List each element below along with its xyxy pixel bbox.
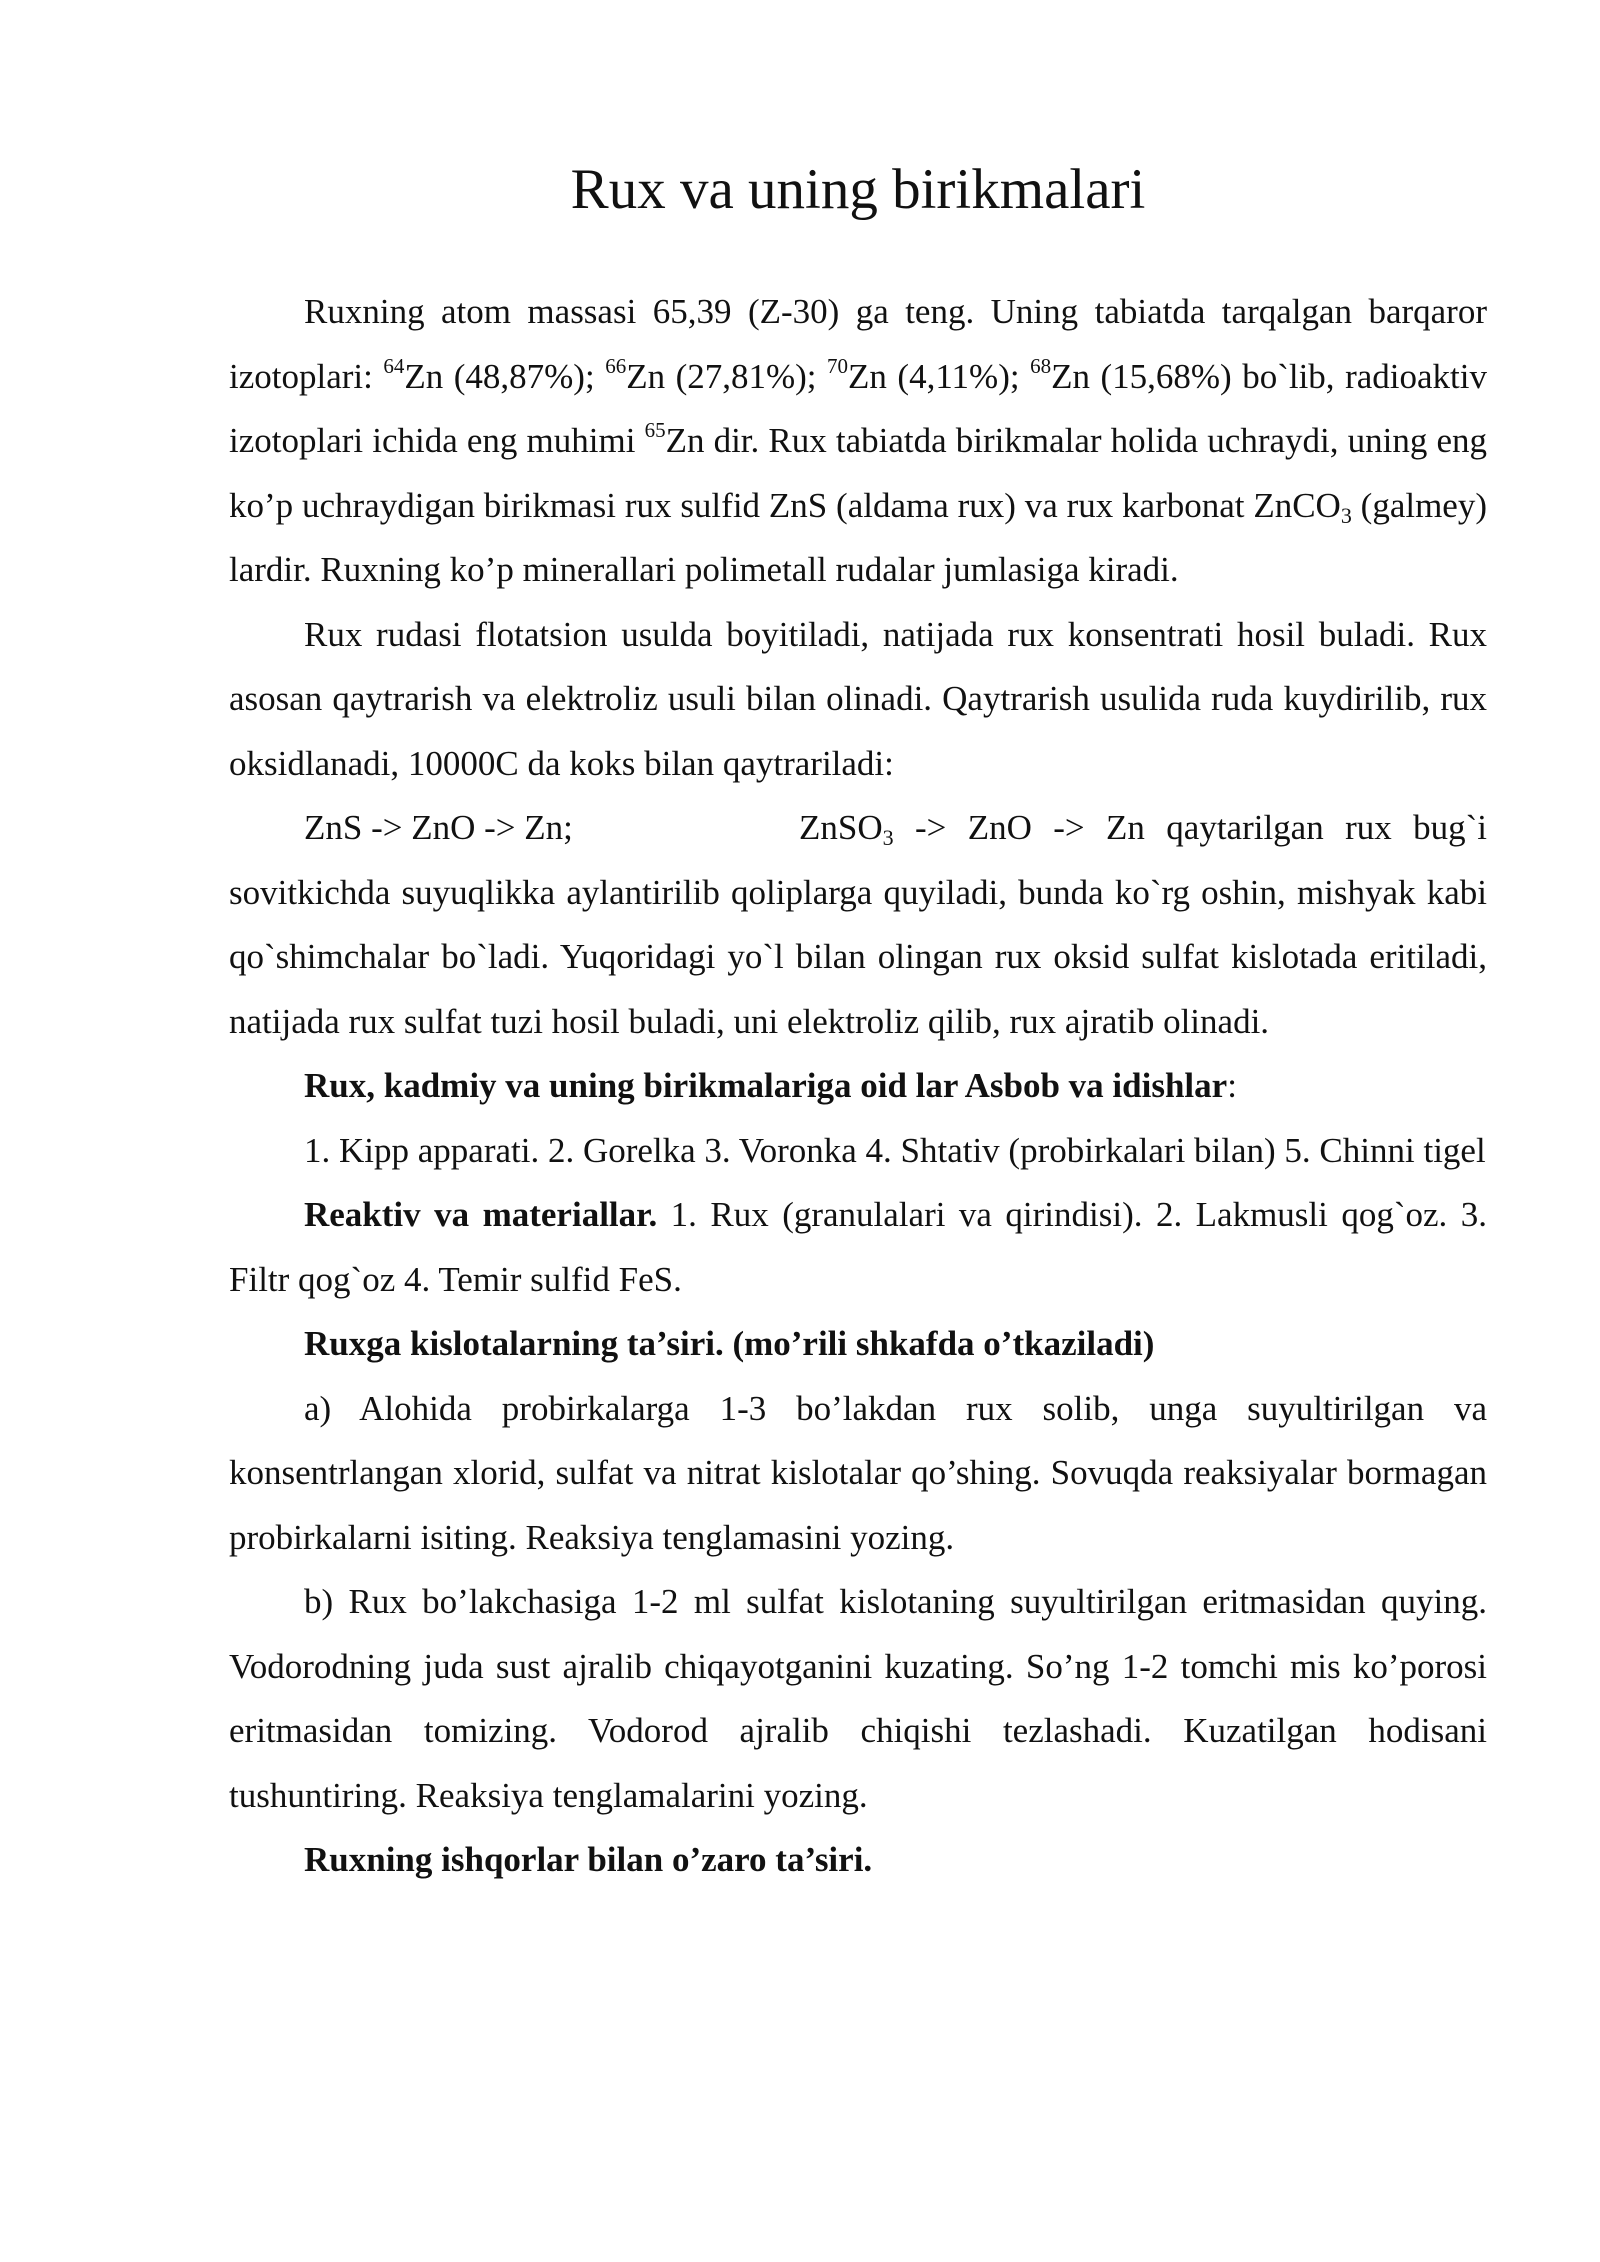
alkali-heading — [229, 1828, 1487, 1893]
isotope-superscript: 66 — [605, 353, 627, 378]
text-segment: : — [1227, 1066, 1237, 1105]
reaction-equation-line — [229, 796, 1487, 861]
equipment-heading — [229, 1054, 1487, 1119]
isotope-superscript: 64 — [383, 353, 405, 378]
equation-left: ZnS -> ZnO -> Zn; — [304, 808, 573, 847]
reagents-paragraph — [229, 1183, 1487, 1312]
experiment-a: a) Alohida probirkalarga 1-3 bo’lakdan rux solib, unga suyultirilgan va konsentrlangan xlorid, sulfat va nitrat kislotalar qo’shing. Sovuqda reaksiyalar bormagan probirkalarni isiting. Reaksiya tenglamasini yozing. — [229, 1388, 1487, 1557]
text-segment: Zn (27,81%); — [626, 356, 828, 396]
paragraph-atomic-mass — [229, 280, 1487, 603]
equipment-heading-bold: Rux, kadmiy va uning birikmalariga oid lar Asbob va idishlar — [304, 1066, 1228, 1105]
text-segment: ZnSO — [799, 808, 883, 847]
equation-right — [799, 796, 1487, 861]
document-page — [229, 150, 1487, 1893]
text-segment: (galmey) lardir. Ruxning ko’p minerallari polimetall rudalar jumlasiga kiradi. — [229, 485, 1487, 589]
text-segment: 1. Rux (granulalari va qirindisi). 2. Lakmusli qog`oz. 3. Filtr qog`oz 4. Temir sulfid FeS. — [229, 1195, 1487, 1299]
text-segment: Zn (4,11%); — [848, 356, 1031, 396]
isotope-superscript: 68 — [1030, 353, 1052, 378]
formula-subscript: 3 — [882, 825, 894, 850]
text-segment: -> ZnO -> Zn qaytarilgan rux bug`i — [893, 808, 1487, 847]
text-segment: Zn dir. Rux tabiatda birikmalar holida uchraydi, uning eng ko’p uchraydigan birikmasi rux sulfid ZnS (aldama rux) va rux karbonat ZnCO — [229, 421, 1487, 525]
text-segment: Ruxning atom massasi 65,39 (Z-30) ga teng. Uning tabiatda tarqalgan barqaror izotoplari: — [229, 292, 1487, 396]
formula-subscript: 3 — [1340, 502, 1352, 528]
acids-heading-bold: Ruxga kislotalarning ta’siri. (mo’rili shkafda o’tkaziladi) — [304, 1324, 1155, 1363]
equipment-list: 1. Kipp apparati. 2. Gorelka 3. Voronka 4. Shtativ (probirkalari bilan) 5. Chinni tigel — [304, 1130, 1486, 1170]
text-segment: Zn (48,87%); — [404, 356, 606, 396]
isotope-superscript: 65 — [644, 418, 666, 442]
paragraph-refining: sovitkichda suyuqlikka aylantirilib qoliplarga quyiladi, bunda ko`rg oshin, mishyak kabi qo`shimchalar bo`ladi. Yuqoridagi yo`l bilan olingan rux oksid sulfat kislotada eritiladi, natijada rux sulfat tuzi hosil buladi, uni elektroliz qilib, rux ajratib olinadi. — [229, 872, 1487, 1041]
text-segment: Zn (15,68%) bo`lib, radioaktiv izotoplari ichida eng muhimi — [229, 356, 1487, 460]
document-title: Rux va uning birikmalari — [570, 158, 1146, 221]
experiment-b: b) Rux bo’lakchasiga 1-2 ml sulfat kislotaning suyultirilgan eritmasidan quying. Vodorodning juda sust ajralib chiqayotganini kuzating. So’ng 1-2 tomchi mis ko’porosi eritmasidan tomizing. Vodorod ajralib chiqishi tezlashadi. Kuzatilgan hodisani tushuntiring. Reaksiya tenglamalarini yozing. — [229, 1582, 1487, 1815]
alkali-heading-bold: Ruxning ishqorlar bilan o’zaro ta’siri. — [304, 1840, 873, 1879]
reagents-heading: Reaktiv va materiallar. — [304, 1195, 658, 1234]
paragraph-production: Rux rudasi flotatsion usulda boyitiladi, natijada rux konsentrati hosil buladi. Rux asosan qaytrarish va elektroliz usuli bilan olinadi. Qaytrarish usulida ruda kuydirilib, rux oksidlanadi, 10000C da koks bilan qaytrariladi: — [229, 614, 1487, 783]
isotope-superscript: 70 — [827, 353, 849, 378]
acids-heading — [229, 1312, 1487, 1377]
